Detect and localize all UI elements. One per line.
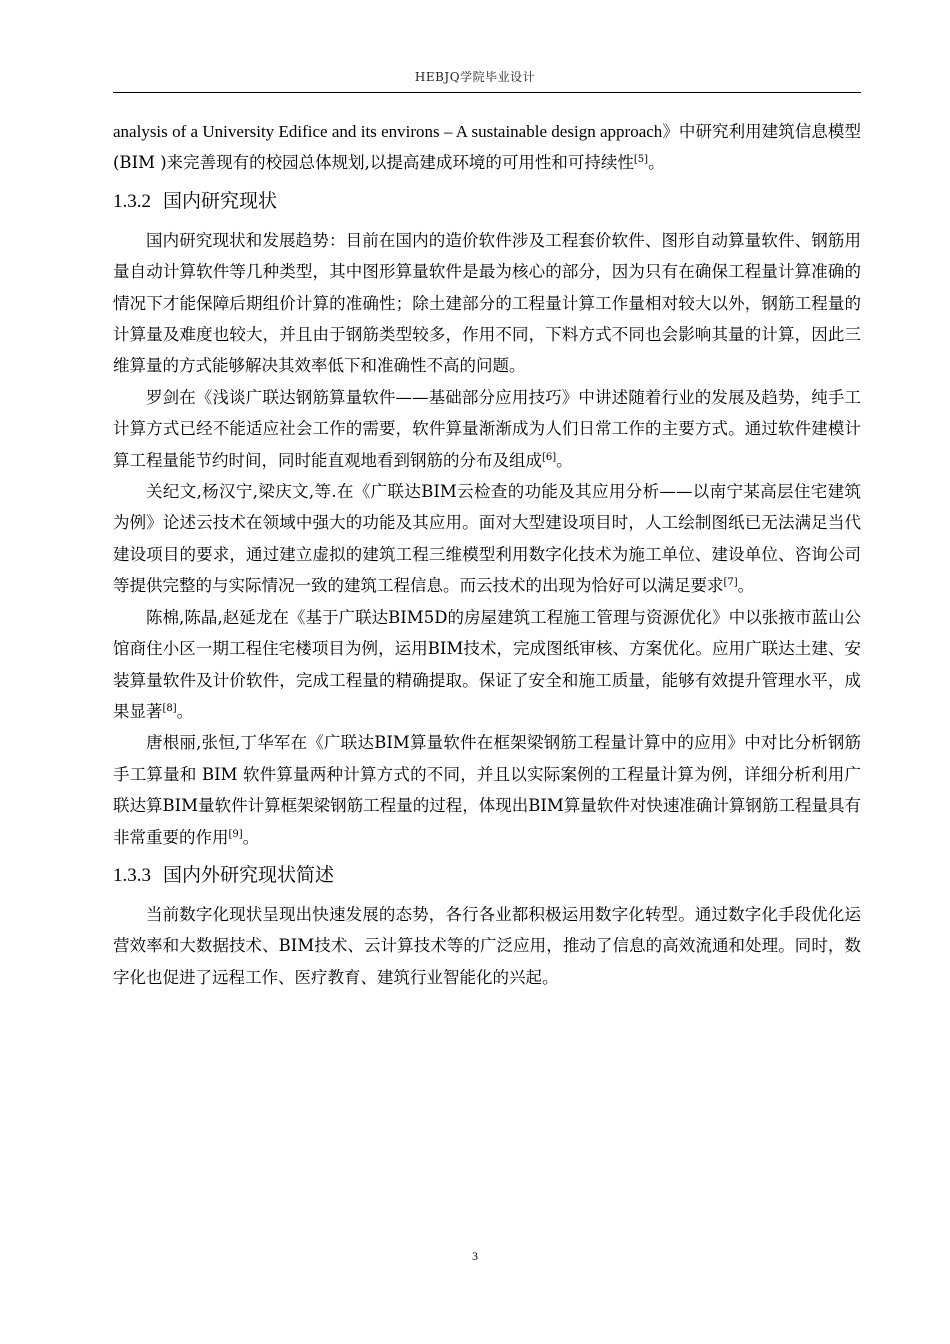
paragraph-guan-jiwen — [113, 476, 861, 602]
paragraph-text: 唐根丽,张恒,丁华军在《广联达BIM算量软件在框架梁钢筋工程量计算中的应用》中对比分析钢筋手工算量和 BIM 软件算量两种计算方式的不同，并且以实际案例的工程量计算为例，详细分析利用广联达算BIM量软件计算框架梁钢筋工程量的过程，体现出BIM算量软件对快速准确计算钢筋工程量具有非常重要的作用 — [113, 733, 861, 847]
paragraph-text: 当前数字化现状呈现出快速发展的态势，各行各业都积极运用数字化转型。通过数字化手段优化运营效率和大数据技术、BIM技术、云计算技术等的广泛应用，推动了信息的高效流通和处理。同时，数字化也促进了远程工作、医疗教育、建筑行业智能化的兴起。 — [113, 904, 861, 987]
intro-line1-tail: 》中研究利用 — [662, 122, 762, 141]
paragraph-text: 罗剑在《浅谈广联达钢筋算量软件——基础部分应用技巧》中讲述随着行业的发展及趋势，纯手工计算方式已经不能适应社会工作的需要，软件算量渐渐成为人们日常工作的主要方式。通过软件建模计算工程量能节约时间，同时能直观地看到钢筋的分布及组成 — [113, 387, 861, 470]
citation-ref: [7] — [723, 577, 738, 589]
header-rule — [113, 92, 861, 93]
section-title: 国内外研究现状简述 — [163, 863, 335, 886]
section-heading-1-3-2 — [113, 184, 861, 219]
citation-ref: [8] — [162, 702, 177, 714]
section-title: 国内研究现状 — [163, 189, 278, 212]
section-number: 1.3.2 — [113, 190, 151, 212]
citation-ref: [5] — [633, 154, 649, 166]
intro-latin-title: analysis of a University Edifice and its environs – A sustainable design approach — [113, 122, 663, 141]
intro-line2: 建筑信息模型(BIM )来完善现有的校园总体规划,以提高建成环境的可用性和可持续性 — [113, 122, 861, 173]
section-number: 1.3.3 — [113, 864, 151, 886]
paragraph-end: 。 — [242, 827, 260, 847]
body-content — [113, 116, 861, 993]
paragraph-chen-mian — [113, 602, 861, 728]
citation-ref: [6] — [542, 451, 557, 463]
paragraph-summary — [113, 899, 861, 993]
paragraph-domestic-status — [113, 225, 861, 382]
paragraph-text: 关纪文,杨汉宁,梁庆文,等.在《广联达BIM云检查的功能及其应用分析——以南宁某高层住宅建筑为例》论述云技术在领域中强大的功能及其应用。面对大型建设项目时，人工绘制图纸已无法满足当代建设项目的要求，通过建立虚拟的建筑工程三维模型利用数字化技术为施工单位、建设单位、咨询公司等提供完整的与实际情况一致的建筑工程信息。而云技术的出现为恰好可以满足要求 — [113, 482, 861, 596]
citation-ref: [9] — [228, 828, 243, 840]
intro-end: 。 — [648, 153, 665, 173]
paragraph-text: 国内研究现状和发展趋势：目前在国内的造价软件涉及工程套价软件、图形自动算量软件、钢筋用量自动计算软件等几种类型，其中图形算量软件是最为核心的部分，因为只有在确保工程量计算准确的情况下才能保障后期组价计算的准确性；除土建部分的工程量计算工作量相对较大以外，钢筋工程量的计算量及难度也较大，并且由于钢筋类型较多，作用不同，下料方式不同也会影响其量的计算，因此三维算量的方式能够解决其效率低下和准确性不高的问题。 — [113, 230, 861, 376]
paragraph-end: 。 — [556, 450, 573, 470]
paragraph-end: 。 — [737, 576, 755, 596]
running-header: HEBJQ学院毕业设计 — [414, 70, 536, 84]
intro-paragraph — [113, 116, 861, 179]
page-number: 3 — [472, 1249, 478, 1263]
section-heading-1-3-3 — [113, 858, 861, 893]
paragraph-luo-jian — [113, 382, 861, 476]
paragraph-tang-genli — [113, 727, 861, 853]
paragraph-text: 陈棉,陈晶,赵延龙在《基于广联达BIM5D的房屋建筑工程施工管理与资源优化》中以张掖市蓝山公馆商住小区一期工程住宅楼项目为例，运用BIM技术，完成图纸审核、方案优化。应用广联达土建、安装算量软件及计价软件，完成工程量的精确提取。保证了安全和施工质量，能够有效提升管理水平，成果显著 — [113, 607, 861, 721]
paragraph-end: 。 — [176, 701, 194, 721]
